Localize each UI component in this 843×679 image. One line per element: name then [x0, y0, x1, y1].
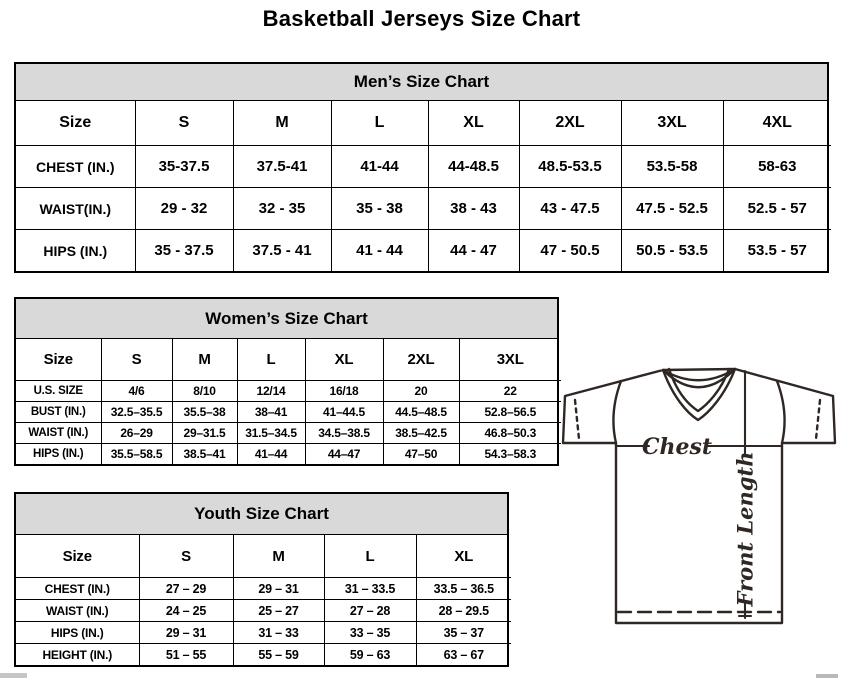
size-corner-cell: Size: [16, 101, 135, 146]
row-label: HIPS (IN.): [16, 230, 135, 272]
size-column-header: S: [139, 535, 233, 578]
table-row: [16, 622, 511, 644]
table-row: [16, 600, 511, 622]
left-armhole-seam: [613, 381, 621, 443]
size-value-cell: 27 – 29: [139, 578, 233, 600]
size-value-cell: 29 - 32: [135, 188, 233, 230]
size-column-header: 2XL: [383, 339, 459, 381]
right-armhole-seam: [777, 381, 785, 443]
row-label: HIPS (IN.): [16, 444, 101, 465]
size-value-cell: 35 - 37.5: [135, 230, 233, 272]
size-column-header: L: [237, 339, 305, 381]
table-row: [16, 381, 561, 402]
row-label: WAIST (IN.): [16, 600, 139, 622]
size-value-cell: 58-63: [723, 146, 831, 188]
table-row: [16, 402, 561, 423]
size-column-header: M: [233, 101, 331, 146]
size-value-cell: 48.5-53.5: [519, 146, 621, 188]
size-value-cell: 38–41: [237, 402, 305, 423]
v-neck-outer: [663, 369, 735, 420]
size-header-row: [16, 101, 831, 146]
table-row: [16, 230, 831, 272]
size-value-cell: 31.5–34.5: [237, 423, 305, 444]
size-value-cell: 44 - 47: [428, 230, 519, 272]
size-value-cell: 47–50: [383, 444, 459, 465]
mens-table: [16, 101, 831, 271]
size-value-cell: 63 – 67: [416, 644, 511, 666]
size-value-cell: 29 – 31: [139, 622, 233, 644]
size-column-header: 2XL: [519, 101, 621, 146]
row-label: BUST (IN.): [16, 402, 101, 423]
jersey-measurement-diagram: [555, 355, 840, 630]
front-length-label: Front Length: [732, 451, 758, 607]
size-value-cell: 34.5–38.5: [305, 423, 383, 444]
size-value-cell: 38 - 43: [428, 188, 519, 230]
table-row: [16, 146, 831, 188]
youth-chart-title: Youth Size Chart: [16, 494, 507, 535]
row-label: HIPS (IN.): [16, 622, 139, 644]
size-header-row: [16, 339, 561, 381]
left-cuff-stitch: [575, 400, 579, 439]
mens-size-chart: [14, 62, 829, 273]
size-column-header: 4XL: [723, 101, 831, 146]
chest-label: Chest: [641, 434, 713, 460]
size-value-cell: 4/6: [101, 381, 172, 402]
size-value-cell: 47.5 - 52.5: [621, 188, 723, 230]
size-header-row: [16, 535, 511, 578]
size-column-header: S: [135, 101, 233, 146]
row-label: CHEST (IN.): [16, 578, 139, 600]
size-column-header: M: [233, 535, 324, 578]
size-value-cell: 54.3–58.3: [459, 444, 561, 465]
size-value-cell: 41-44: [331, 146, 428, 188]
size-column-header: L: [324, 535, 416, 578]
youth-table: [16, 535, 511, 665]
size-value-cell: 41 - 44: [331, 230, 428, 272]
size-value-cell: 52.8–56.5: [459, 402, 561, 423]
size-value-cell: 31 – 33: [233, 622, 324, 644]
size-value-cell: 16/18: [305, 381, 383, 402]
size-value-cell: 25 – 27: [233, 600, 324, 622]
size-value-cell: 43 - 47.5: [519, 188, 621, 230]
row-label: WAIST (IN.): [16, 423, 101, 444]
row-label: WAIST(IN.): [16, 188, 135, 230]
size-value-cell: 53.5-58: [621, 146, 723, 188]
size-value-cell: 41–44: [237, 444, 305, 465]
size-column-header: L: [331, 101, 428, 146]
size-column-header: XL: [428, 101, 519, 146]
page-title: Basketball Jerseys Size Chart: [262, 6, 581, 31]
size-value-cell: 20: [383, 381, 459, 402]
size-value-cell: 26–29: [101, 423, 172, 444]
size-value-cell: 35.5–58.5: [101, 444, 172, 465]
size-column-header: S: [101, 339, 172, 381]
size-corner-cell: Size: [16, 339, 101, 381]
womens-table: [16, 339, 561, 464]
size-column-header: 3XL: [459, 339, 561, 381]
size-corner-cell: Size: [16, 535, 139, 578]
size-value-cell: 38.5–42.5: [383, 423, 459, 444]
size-value-cell: 37.5 - 41: [233, 230, 331, 272]
size-value-cell: 33 – 35: [324, 622, 416, 644]
size-value-cell: 12/14: [237, 381, 305, 402]
table-row: [16, 644, 511, 666]
womens-size-chart: [14, 297, 559, 466]
table-row: [16, 578, 511, 600]
row-label: CHEST (IN.): [16, 146, 135, 188]
size-value-cell: 27 – 28: [324, 600, 416, 622]
size-value-cell: 51 – 55: [139, 644, 233, 666]
youth-size-chart: [14, 492, 509, 667]
size-value-cell: 35 – 37: [416, 622, 511, 644]
horizontal-scrollbar-fragment-left[interactable]: [0, 673, 27, 678]
jersey-outline: [563, 369, 835, 623]
size-column-header: M: [172, 339, 237, 381]
size-value-cell: 53.5 - 57: [723, 230, 831, 272]
size-value-cell: 44–47: [305, 444, 383, 465]
size-value-cell: 37.5-41: [233, 146, 331, 188]
horizontal-scrollbar-fragment-right[interactable]: [816, 674, 838, 678]
size-value-cell: 44.5–48.5: [383, 402, 459, 423]
size-value-cell: 24 – 25: [139, 600, 233, 622]
size-value-cell: 29 – 31: [233, 578, 324, 600]
size-value-cell: 35-37.5: [135, 146, 233, 188]
womens-chart-title: Women’s Size Chart: [16, 299, 557, 339]
table-row: [16, 423, 561, 444]
size-value-cell: 35 - 38: [331, 188, 428, 230]
size-value-cell: 32 - 35: [233, 188, 331, 230]
size-value-cell: 35.5–38: [172, 402, 237, 423]
size-value-cell: 52.5 - 57: [723, 188, 831, 230]
size-value-cell: 59 – 63: [324, 644, 416, 666]
size-value-cell: 41–44.5: [305, 402, 383, 423]
size-value-cell: 44-48.5: [428, 146, 519, 188]
size-value-cell: 8/10: [172, 381, 237, 402]
row-label: U.S. SIZE: [16, 381, 101, 402]
size-column-header: XL: [416, 535, 511, 578]
size-value-cell: 55 – 59: [233, 644, 324, 666]
row-label: HEIGHT (IN.): [16, 644, 139, 666]
size-value-cell: 50.5 - 53.5: [621, 230, 723, 272]
size-column-header: 3XL: [621, 101, 723, 146]
size-column-header: XL: [305, 339, 383, 381]
size-value-cell: 38.5–41: [172, 444, 237, 465]
right-cuff-stitch: [816, 400, 820, 439]
size-value-cell: 22: [459, 381, 561, 402]
size-value-cell: 29–31.5: [172, 423, 237, 444]
table-row: [16, 444, 561, 465]
size-value-cell: 32.5–35.5: [101, 402, 172, 423]
size-value-cell: 47 - 50.5: [519, 230, 621, 272]
size-value-cell: 31 – 33.5: [324, 578, 416, 600]
size-value-cell: 33.5 – 36.5: [416, 578, 511, 600]
table-row: [16, 188, 831, 230]
size-value-cell: 46.8–50.3: [459, 423, 561, 444]
size-value-cell: 28 – 29.5: [416, 600, 511, 622]
mens-chart-title: Men’s Size Chart: [16, 64, 827, 101]
